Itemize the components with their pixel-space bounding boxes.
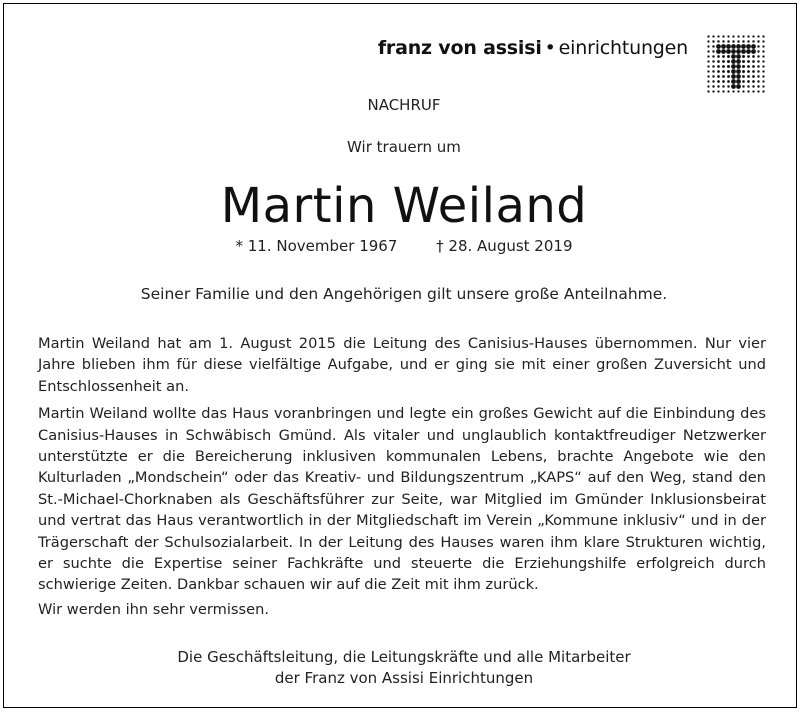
signature-block — [4, 647, 800, 689]
obituary-notice — [3, 3, 797, 708]
closing-line: Wir werden ihn sehr vermissen. — [38, 601, 269, 618]
life-dates — [4, 237, 800, 255]
birth-date: * 11. November 1967 — [235, 237, 398, 255]
brand-name-rest: einrichtungen — [558, 37, 688, 59]
notice-intro: Wir trauern um — [347, 138, 461, 156]
brand-name — [378, 37, 688, 59]
notice-heading: NACHRUF — [367, 96, 441, 114]
deceased-name: Martin Weiland — [220, 178, 588, 234]
signature-line-2: der Franz von Assisi Einrichtungen — [274, 669, 534, 687]
brand-separator: • — [544, 37, 556, 59]
body-paragraph: Martin Weiland hat am 1. August 2015 die Leitung des Canisius-Hauses übernommen. Nur vier Jahre blieben ihm für diese vielfältige Aufgabe, und er ging sie mit einer großen Zuversicht und Entschlossenheit an. — [38, 335, 766, 395]
death-date: † 28. August 2019 — [436, 237, 573, 255]
obituary-body — [38, 333, 766, 602]
body-paragraph: Martin Weiland wollte das Haus voranbringen und legte ein großes Gewicht auf die Einbindung des Canisius-Hauses in Schwäbisch Gmünd. Als vitaler und unglaublich kontaktfreudiger Netzwerker unterstützte er die Bereicherung inklusiven kommunalen Lebens, brachte Angebote wie den Kulturladen „Mondschein“ oder das Kreativ- und Bildungszentrum „KAPS“ auf den Weg, stand den St.-Michael-Chorknaben als Geschäftsführer zur Seite, war Mitglied im Gmünder Inklusionsbeirat und vertrat das Haus verantwortlich in der Mitgliedschaft im Verein „Kommune inklusiv“ und in der Trägerschaft der Schulsozialarbeit. In der Leitung des Hauses waren ihm klare Strukturen wichtig, er suchte die Expertise seiner Fachkräfte und steuerte die Erziehungshilfe erfolgreich durch schwierige Zeiten. Dankbar schauen wir auf die Zeit mit ihm zurück. — [38, 405, 766, 594]
dotted-t-logo-icon — [706, 34, 766, 94]
condolence-line: Seiner Familie und den Angehörigen gilt unsere große Anteilnahme. — [140, 285, 668, 303]
signature-line-1: Die Geschäftsleitung, die Leitungskräfte und alle Mitarbeiter — [177, 648, 631, 666]
brand-name-bold: franz von assisi — [377, 37, 542, 59]
